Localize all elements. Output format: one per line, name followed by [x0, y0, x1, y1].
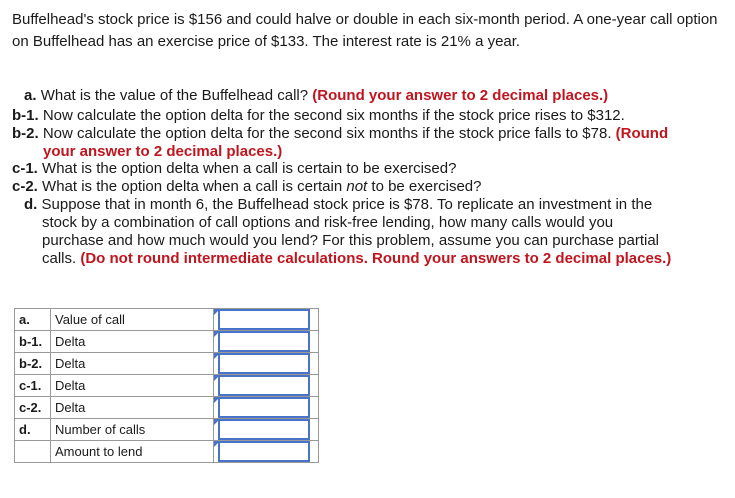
question-d-note: (Do not round intermediate calculations. Round your answers to 2 decimal places.): [80, 250, 672, 267]
answer-cell: [214, 375, 319, 397]
answer-cell: [214, 331, 319, 353]
question-d-line1: Suppose that in month 6, the Buffelhead stock price is $78. To replicate an investment in the: [41, 196, 653, 213]
table-row: [15, 353, 319, 375]
question-a-note: (Round your answer to 2 decimal places.): [312, 87, 609, 104]
answer-input-value-of-call[interactable]: [218, 309, 310, 330]
row-description: Amount to lend: [51, 441, 214, 463]
answer-cell: [214, 397, 319, 419]
question-a-text: What is the value of the Buffelhead call?: [40, 87, 309, 104]
input-marker-icon: [214, 419, 220, 425]
input-marker-icon: [214, 309, 220, 315]
answer-input-delta-c2[interactable]: [218, 397, 310, 418]
answer-cell: [214, 309, 319, 331]
question-c2-text-pre: What is the option delta when a call is certain: [42, 178, 343, 195]
question-d-line3: purchase and how much would you lend? For this problem, assume you can purchase partial: [42, 232, 660, 249]
question-b1: [12, 106, 625, 126]
row-description: Delta: [51, 375, 214, 397]
question-b2-note-1: (Round: [615, 125, 669, 142]
question-d-line2: stock by a combination of call options and risk-free lending, how many calls would you: [42, 214, 614, 231]
input-marker-icon: [214, 353, 220, 359]
question-b2-label: b-2.: [12, 125, 39, 142]
question-d-line3-wrap: [42, 231, 659, 251]
row-description: Number of calls: [51, 419, 214, 441]
question-c2-text-post: to be exercised?: [371, 178, 482, 195]
question-c2-label: c-2.: [12, 178, 38, 195]
answer-input-delta-b1[interactable]: [218, 331, 310, 352]
question-d-line4-wrap: [42, 249, 671, 269]
question-a: [24, 86, 608, 106]
input-marker-icon: [214, 375, 220, 381]
answer-input-delta-c1[interactable]: [218, 375, 310, 396]
question-d-line4: calls.: [42, 250, 77, 267]
question-a-label: a.: [24, 87, 37, 104]
input-marker-icon: [214, 397, 220, 403]
question-c2: [12, 177, 481, 197]
question-b2-note-2: your answer to 2 decimal places.): [43, 143, 283, 160]
answer-cell: [214, 419, 319, 441]
row-description: Value of call: [51, 309, 214, 331]
input-marker-icon: [214, 441, 220, 447]
question-c1: [12, 159, 456, 179]
answer-table: [14, 308, 319, 463]
question-d-label: d.: [24, 196, 38, 213]
question-d-line2-wrap: [42, 213, 613, 233]
row-label: c-2.: [15, 397, 51, 419]
table-row: [15, 375, 319, 397]
row-label: a.: [15, 309, 51, 331]
table-row: [15, 309, 319, 331]
question-b1-label: b-1.: [12, 107, 39, 124]
table-row: [15, 397, 319, 419]
row-label: b-1.: [15, 331, 51, 353]
row-description: Delta: [51, 331, 214, 353]
answer-cell: [214, 353, 319, 375]
row-label: d.: [15, 419, 51, 441]
row-label: c-1.: [15, 375, 51, 397]
input-marker-icon: [214, 331, 220, 337]
question-b1-text: Now calculate the option delta for the second six months if the stock price rises to $312.: [42, 107, 625, 124]
answer-cell: [214, 441, 319, 463]
answer-input-delta-b2[interactable]: [218, 353, 310, 374]
row-label: b-2.: [15, 353, 51, 375]
row-description: Delta: [51, 353, 214, 375]
question-c1-label: c-1.: [12, 160, 38, 177]
answer-input-number-of-calls[interactable]: [218, 419, 310, 440]
table-row: [15, 441, 319, 463]
row-label: [15, 441, 51, 463]
question-d: [24, 195, 652, 215]
question-c1-text: What is the option delta when a call is certain to be exercised?: [42, 160, 457, 177]
table-row: [15, 331, 319, 353]
question-c2-text-em: not: [346, 178, 368, 195]
question-b2: [12, 124, 724, 144]
question-b2-text: Now calculate the option delta for the second six months if the stock price falls to $78.: [42, 125, 612, 142]
row-description: Delta: [51, 397, 214, 419]
problem-intro: Buffelhead's stock price is $156 and could halve or double in each six-month period. A one-year call option on Buffelhead has an exercise price of $133. The interest rate is 21% a year.: [12, 11, 718, 50]
table-row: [15, 419, 319, 441]
answer-input-amount-to-lend[interactable]: [218, 441, 310, 462]
